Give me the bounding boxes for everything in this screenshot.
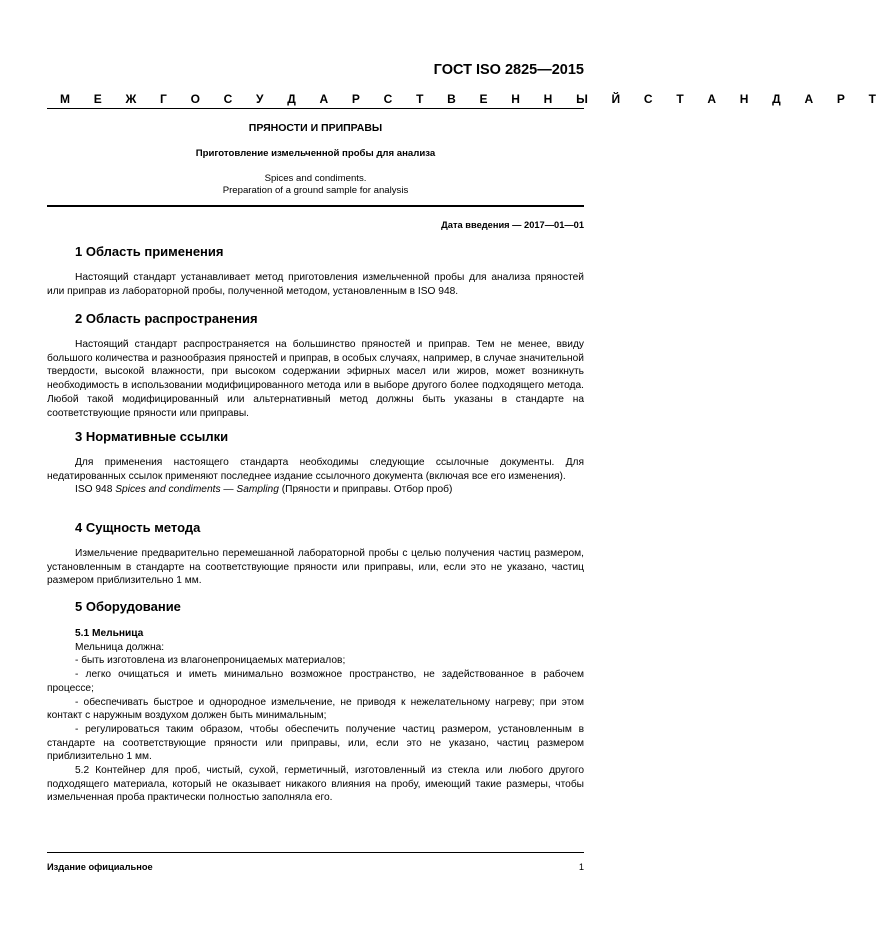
section-1-paragraph: Настоящий стандарт устанавливает метод приготовления измельченной пробы для анализа пряностей или приправ из лабораторной пробы, полученной методом, установленным в ISO 948. (47, 272, 584, 297)
title-rule (47, 205, 584, 207)
list-item: - регулироваться таким образом, чтобы обеспечить получение частиц размером, установленным в стандарте на соответствующие пряности или приправы, или, если это не указано, частиц размером приблизительно 1 мм. (47, 723, 584, 763)
document-title: ПРЯНОСТИ И ПРИПРАВЫ (248, 122, 383, 134)
section-3-body (47, 456, 584, 497)
header-rule (47, 108, 584, 109)
official-edition-label: Издание официальное (47, 862, 153, 872)
english-title-line-2: Preparation of a ground sample for analysis (222, 185, 409, 196)
section-1-heading: 1 Область применения (75, 244, 224, 259)
interstate-standard-banner: М Е Ж Г О С У Д А Р С Т В Е Н Н Ы Й С Т А Н Д А Р Т (60, 92, 886, 106)
footer-rule (47, 852, 584, 853)
mill-intro: Мельница должна: (75, 641, 165, 653)
list-item: - быть изготовлена из влагонепроницаемых материалов; (75, 655, 346, 667)
section-2-paragraph: Настоящий стандарт распространяется на большинство пряностей и приправ. Тем не менее, ввиду большого количества и разнообразия пряностей и приправ, в особых случаях, например, в случае значительной твердости, высокой влажности, при высоком содержании эфирных масел или жиров, может возникнуть необходимость в использовании модифицированного метода или в выборе другого более подходящего метода. Любой такой модифицированный или альтернативный метод должны быть указаны в стандарте на соответствующие пряности или приправы. (47, 339, 584, 419)
standard-code: ГОСТ ISO 2825—2015 (433, 62, 584, 78)
subsection-5-2-paragraph: 5.2 Контейнер для проб, чистый, сухой, герметичный, изготовленный из стекла или любого другого подходящего материала, который не оказывает никакого влияния на пробу, имеющий такие размеры, чтобы измельченная проба практически полностью заполняла его. (47, 765, 584, 804)
section-4-body (47, 547, 584, 588)
list-item: - обеспечивать быстрое и однородное измельчение, не приводя к нежелательному нагреву; при этом контакт с наружным воздухом должен быть минимальным; (47, 696, 584, 722)
section-3-heading: 3 Нормативные ссылки (75, 429, 229, 444)
reference-iso-948 (47, 483, 584, 497)
section-5-heading: 5 Оборудование (75, 599, 181, 614)
reference-code: ISO 948 (75, 484, 113, 496)
english-title-line-1: Spices and condiments. (264, 173, 367, 184)
page-number: 1 (578, 862, 584, 872)
reference-title-ru: (Пряности и приправы. Отбор проб) (281, 484, 453, 496)
document-subtitle: Приготовление измельченной пробы для анализа (195, 148, 436, 159)
section-2-body (47, 338, 584, 420)
section-1-body (47, 271, 584, 298)
section-2-heading: 2 Область распространения (75, 311, 258, 326)
list-item: - легко очищаться и иметь минимально возможное пространство, не задействованное в рабочем процессе; (47, 669, 584, 694)
section-4-heading: 4 Сущность метода (75, 520, 201, 535)
subsection-5-1-heading: 5.1 Мельница (75, 628, 144, 639)
section-4-paragraph: Измельчение предварительно перемешанной лабораторной пробы с целью получения частиц размером, установленным в стандарте на соответствующие пряности или приправы, или, если это не указано, частиц размером приблизительно 1 мм. (47, 548, 584, 587)
effective-date: Дата введения — 2017—01—01 (441, 220, 584, 230)
reference-title: Spices and condiments — Sampling (115, 484, 279, 496)
section-5-body (47, 627, 584, 805)
section-3-paragraph: Для применения настоящего стандарта необходимы следующие ссылочные документы. Для недатированных ссылок применяют последнее издание ссылочного документа (включая все его изменения). (47, 457, 584, 482)
